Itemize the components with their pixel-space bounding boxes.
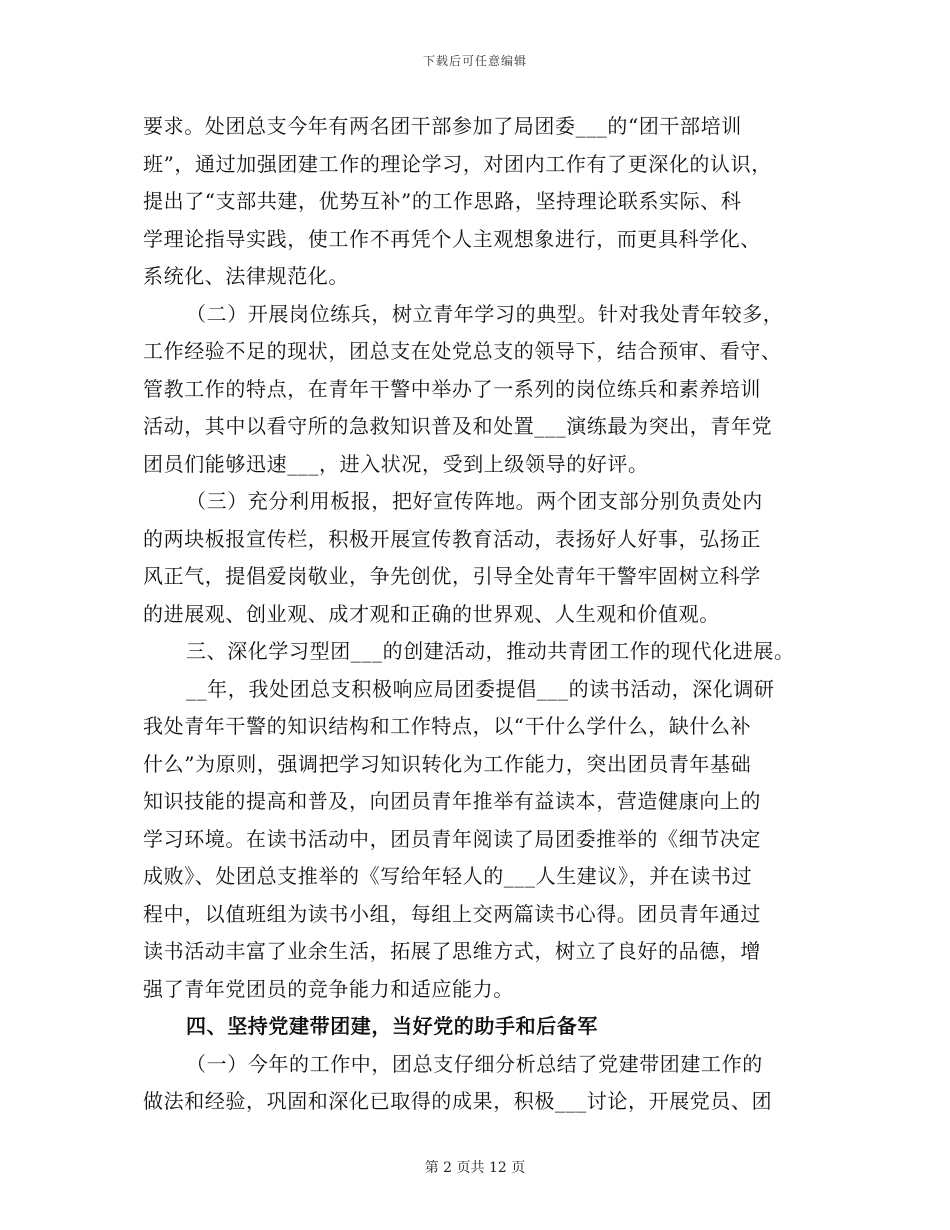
- document-body: [143, 108, 823, 1121]
- section-heading-line: 四、坚持党建带团建，当好党的助手和后备军: [186, 1014, 598, 1038]
- paragraph-line: 成败》、处团总支推举的《写给年轻人的___人生建议》，并在读书过: [143, 864, 753, 888]
- paragraph-line: 做法和经验，巩固和深化已取得的成果，积极___讨论，开展党员、团: [143, 1089, 773, 1113]
- paragraph-line: 的两块板报宣传栏，积极开展宣传教育活动，表扬好人好事，弘扬正: [143, 526, 761, 551]
- paragraph-line: 团员们能够迅速___，进入状况，受到上级领导的好评。: [143, 451, 649, 476]
- paragraph-line: 系统化、法律规范化。: [143, 264, 349, 288]
- paragraph-line: 活动，其中以看守所的急救知识普及和处置___演练最为突出，青年党: [143, 414, 773, 438]
- paragraph-line: 提出了“支部共建，优势互补”的工作思路，坚持理论联系实际、科: [143, 189, 742, 213]
- paragraph-line: 班”，通过加强团建工作的理论学习，对团内工作有了更深化的认识，: [143, 151, 772, 176]
- paragraph-line: 读书活动丰富了业余生活，拓展了思维方式，树立了良好的品德，增: [143, 939, 761, 963]
- paragraph-line: 三、深化学习型团___的创建活动，推动共青团工作的现代化进展。: [186, 639, 795, 663]
- paragraph-line: 的进展观、创业观、成才观和正确的世界观、人生观和价值观。: [143, 601, 720, 626]
- paragraph-line: （二）开展岗位练兵，树立青年学习的典型。针对我处青年较多，: [186, 301, 784, 326]
- paragraph-line: （一）今年的工作中，团总支仔细分析总结了党建带团建工作的: [186, 1051, 763, 1076]
- paragraph-line: 知识技能的提高和普及，向团员青年推举有益读本，营造健康向上的: [143, 789, 761, 813]
- paragraph-line: （三）充分利用板报，把好宣传阵地。两个团支部分别负责处内: [186, 489, 763, 513]
- paragraph-line: 学习环境。在读书活动中，团员青年阅读了局团委推举的《细节决定: [143, 826, 761, 851]
- page-header: 下载后可任意编辑: [422, 54, 527, 68]
- paragraph-line: 程中，以值班组为读书小组，每组上交两篇读书心得。团员青年通过: [143, 901, 761, 926]
- paragraph-line: __年，我处团总支积极响应局团委提倡___的读书活动，深化调研: [186, 676, 775, 701]
- paragraph-line: 什么”为原则，强调把学习知识转化为工作能力，突出团员青年基础: [143, 751, 752, 776]
- paragraph-line: 强了青年党团员的竞争能力和适应能力。: [143, 976, 514, 1001]
- paragraph-line: 管教工作的特点，在青年干警中举办了一系列的岗位练兵和素养培训: [143, 376, 761, 401]
- page-footer: 第 2 页共 12 页: [424, 1160, 526, 1176]
- paragraph-line: 学理论指导实践，使工作不再凭个人主观想象进行，而更具科学化、: [143, 226, 761, 251]
- paragraph-line: 风正气，提倡爱岗敬业，争先创优，引导全处青年干警牢固树立科学: [143, 564, 761, 588]
- paragraph-line: 我处青年干警的知识结构和工作特点，以“干什么学什么，缺什么补: [143, 714, 752, 738]
- paragraph-line: 要求。处团总支今年有两名团干部参加了局团委___的“团干部培训: [143, 114, 742, 138]
- paragraph-line: 工作经验不足的现状，团总支在处党总支的领导下，结合预审、看守、: [143, 339, 782, 363]
